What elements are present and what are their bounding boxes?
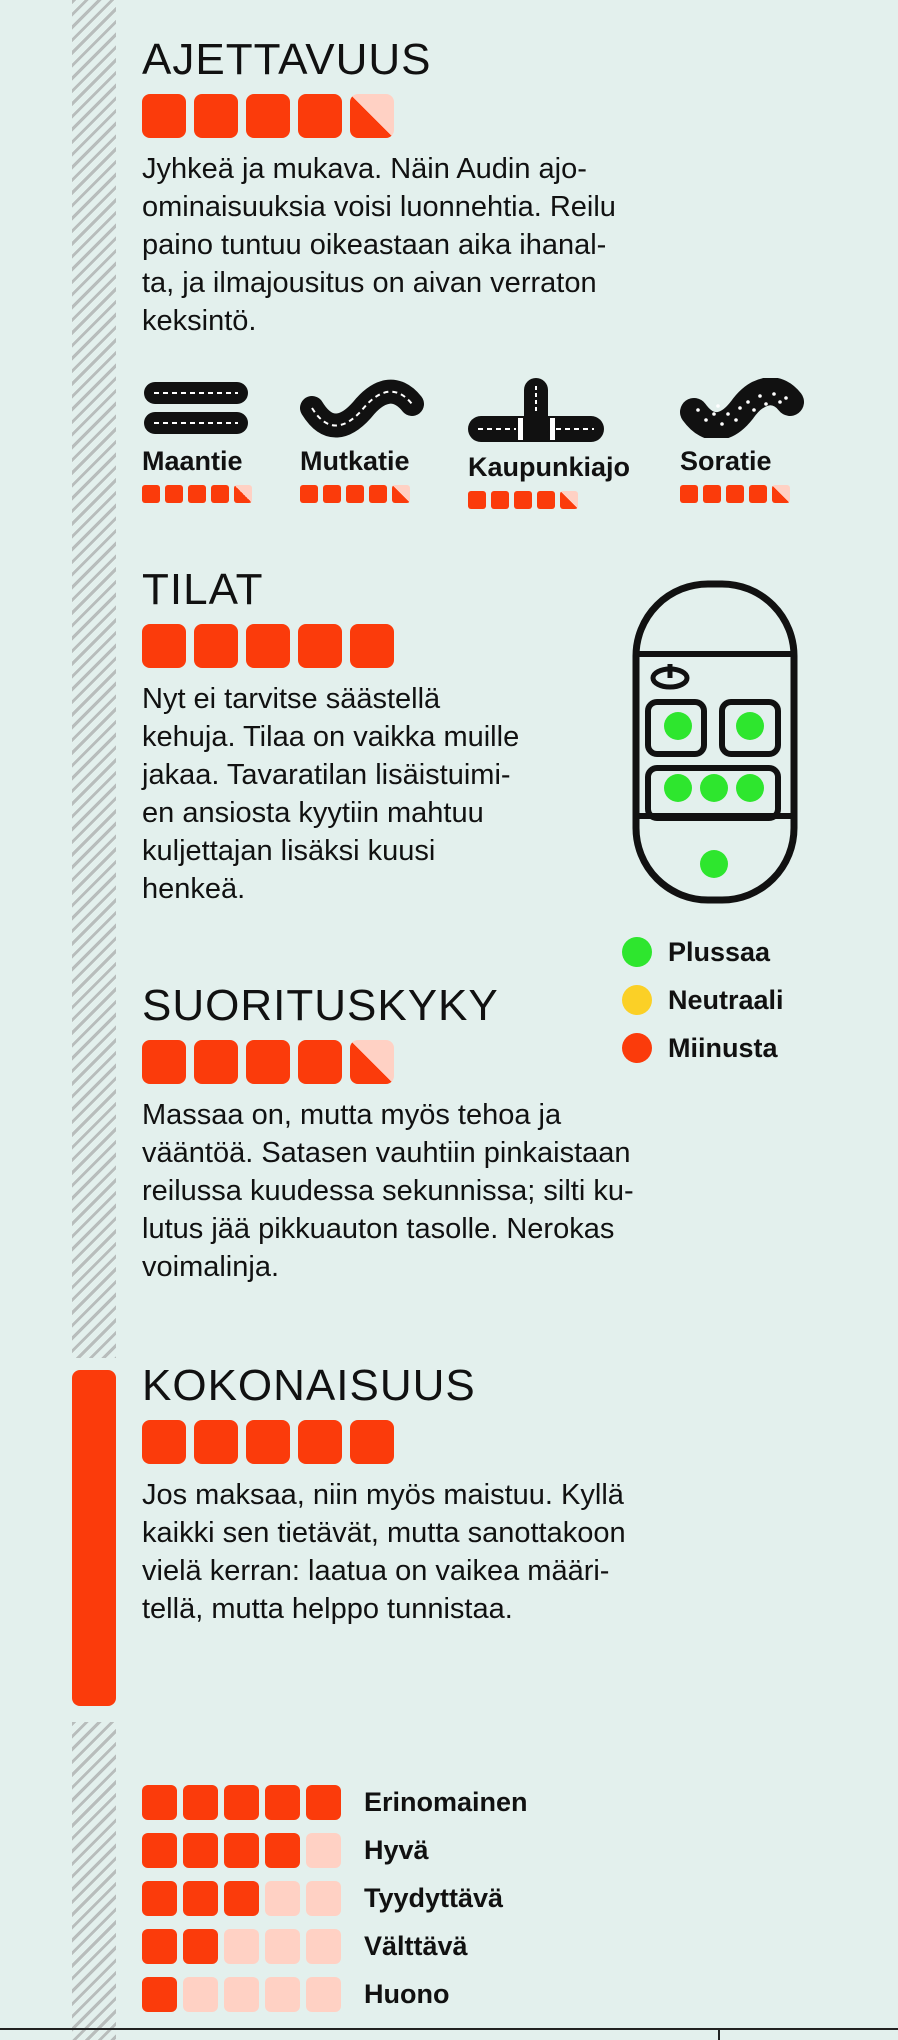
- road-label: Soratie: [680, 446, 772, 476]
- rating-square: [306, 1833, 341, 1868]
- scale-row: [142, 1778, 528, 1826]
- road-maantie: [142, 378, 252, 503]
- section-text: Massaa on, mutta myös tehoa ja vääntöä. Satasen vauhtiin pinkaistaan reilussa kuudessa sekunnissa; silti ku- lutus jää pikkuauton tasolle. Nerokas voimalinja.: [142, 1099, 634, 1283]
- scale-row: [142, 1874, 528, 1922]
- rating-square: [224, 1929, 259, 1964]
- rating-square: [142, 624, 186, 668]
- rating-square: [323, 485, 341, 503]
- rating-square: [224, 1785, 259, 1820]
- legend-item: [622, 976, 784, 1024]
- curvy-road-icon: [300, 378, 424, 438]
- section-suorituskyky: [142, 982, 634, 1286]
- rating-square: [211, 485, 229, 503]
- rating-square: [183, 1929, 218, 1964]
- rating-square: [246, 1420, 290, 1464]
- scale-squares: [142, 1881, 364, 1916]
- mini-rating: [300, 485, 424, 503]
- section-heading: KOKONAISUUS: [142, 1361, 476, 1410]
- rating-square: [194, 1040, 238, 1084]
- color-legend: [622, 928, 784, 1072]
- section-heading: TILAT: [142, 565, 264, 614]
- rating-square: [165, 485, 183, 503]
- rating-square: [188, 485, 206, 503]
- scale-row: [142, 1826, 528, 1874]
- section-text: Jyhkeä ja mukava. Näin Audin ajo- ominaisuuksia voisi luonnehtia. Reilu paino tuntuu oikeastaan aika ihanal- ta, ja ilmajousitus on aivan verraton keksintö.: [142, 153, 616, 337]
- highway-road-icon: [142, 378, 250, 438]
- road-soratie: [680, 378, 804, 503]
- scale-label: Välttävä: [364, 1930, 468, 1961]
- mini-rating: [680, 485, 804, 503]
- seat-dot: [736, 774, 764, 802]
- rating-squares: [142, 94, 616, 138]
- rating-square: [298, 1420, 342, 1464]
- rating-square: [265, 1881, 300, 1916]
- rating-square: [265, 1977, 300, 2012]
- rating-square: [194, 624, 238, 668]
- road-label: Mutkatie: [300, 446, 410, 476]
- legend-item: [622, 1024, 784, 1072]
- rating-square: [346, 485, 364, 503]
- rating-square: [306, 1881, 341, 1916]
- rating-square: [726, 485, 744, 503]
- rating-square: [246, 94, 290, 138]
- rating-square: [350, 1040, 394, 1084]
- rating-square: [369, 485, 387, 503]
- rating-square: [265, 1929, 300, 1964]
- seat-dot: [664, 774, 692, 802]
- rating-square: [246, 624, 290, 668]
- gravel-road-icon: [680, 378, 804, 438]
- left-stripe-top: [72, 0, 116, 1358]
- rating-square: [703, 485, 721, 503]
- scale-label: Huono: [364, 1978, 450, 2009]
- rating-square: [350, 624, 394, 668]
- rating-scale: [142, 1778, 528, 2018]
- scale-row: [142, 1922, 528, 1970]
- car-seating-icon: [632, 580, 798, 904]
- rating-square: [392, 485, 410, 503]
- rating-square: [350, 94, 394, 138]
- rating-square: [183, 1785, 218, 1820]
- rating-square: [194, 1420, 238, 1464]
- scale-label: Hyvä: [364, 1834, 429, 1865]
- rating-square: [183, 1833, 218, 1868]
- rating-square: [142, 1785, 177, 1820]
- legend-label: Plussaa: [668, 936, 771, 967]
- rating-square: [491, 491, 509, 509]
- legend-dot-icon: [622, 937, 652, 967]
- rating-square: [142, 485, 160, 503]
- overall-highlight-bar: [72, 1370, 116, 1706]
- rating-square: [142, 1881, 177, 1916]
- rating-square: [306, 1929, 341, 1964]
- scale-squares: [142, 1785, 364, 1820]
- rating-square: [183, 1881, 218, 1916]
- rating-square: [183, 1977, 218, 2012]
- rating-square: [142, 1420, 186, 1464]
- seat-dot: [700, 850, 728, 878]
- section-tilat: [142, 566, 519, 908]
- scale-squares: [142, 1833, 364, 1868]
- rating-squares: [142, 1420, 626, 1464]
- rating-squares: [142, 624, 519, 668]
- rating-square: [350, 1420, 394, 1464]
- section-kokonaisuus: [142, 1362, 626, 1628]
- rating-square: [142, 1929, 177, 1964]
- road-types: [142, 378, 802, 518]
- scale-row: [142, 1970, 528, 2018]
- rating-square: [298, 1040, 342, 1084]
- rating-square: [224, 1977, 259, 2012]
- rating-square: [142, 1040, 186, 1084]
- section-text: Jos maksaa, niin myös maistuu. Kyllä kaikki sen tietävät, mutta sanottakoon vielä kerran: laatua on vaikea määri- tellä, mutta helppo tunnistaa.: [142, 1479, 626, 1625]
- rating-square: [749, 485, 767, 503]
- rating-square: [298, 624, 342, 668]
- rating-squares: [142, 1040, 634, 1084]
- rating-square: [246, 1040, 290, 1084]
- rating-square: [306, 1785, 341, 1820]
- legend-label: Miinusta: [668, 1032, 778, 1063]
- seat-dot: [700, 774, 728, 802]
- section-text: Nyt ei tarvitse säästellä kehuja. Tilaa on vaikka muille jakaa. Tavaratilan lisäistuimi- en ansiosta kyytiin mahtuu kuljettajan lisäksi kuusi henkeä.: [142, 683, 520, 905]
- road-kaupunkiajo: [468, 378, 630, 509]
- rating-square: [224, 1833, 259, 1868]
- rating-square: [142, 1977, 177, 2012]
- road-mutkatie: [300, 378, 424, 503]
- section-ajettavuus: [142, 36, 616, 340]
- scale-label: Erinomainen: [364, 1786, 528, 1817]
- section-heading: SUORITUSKYKY: [142, 981, 499, 1030]
- scale-label: Tyydyttävä: [364, 1882, 504, 1913]
- rating-square: [142, 94, 186, 138]
- scale-squares: [142, 1977, 364, 2012]
- left-stripe-bottom: [72, 1722, 116, 2040]
- seat-dot: [736, 712, 764, 740]
- rating-square: [514, 491, 532, 509]
- legend-label: Neutraali: [668, 984, 784, 1015]
- rating-square: [194, 94, 238, 138]
- rating-square: [265, 1785, 300, 1820]
- rating-square: [234, 485, 252, 503]
- rating-square: [142, 1833, 177, 1868]
- road-label: Kaupunkiajo: [468, 452, 631, 482]
- rating-square: [265, 1833, 300, 1868]
- rating-square: [468, 491, 486, 509]
- rating-square: [298, 94, 342, 138]
- rating-square: [680, 485, 698, 503]
- rating-square: [537, 491, 555, 509]
- rating-square: [772, 485, 790, 503]
- seat-dot: [664, 712, 692, 740]
- rating-square: [224, 1881, 259, 1916]
- bottom-rule: [0, 2028, 898, 2030]
- road-label: Maantie: [142, 446, 243, 476]
- rating-square: [300, 485, 318, 503]
- rating-square: [560, 491, 578, 509]
- legend-item: [622, 928, 784, 976]
- bottom-rule-tick: [718, 2028, 720, 2040]
- city-road-icon: [468, 378, 604, 444]
- mini-rating: [468, 491, 630, 509]
- rating-square: [306, 1977, 341, 2012]
- mini-rating: [142, 485, 252, 503]
- section-heading: AJETTAVUUS: [142, 35, 432, 84]
- scale-squares: [142, 1929, 364, 1964]
